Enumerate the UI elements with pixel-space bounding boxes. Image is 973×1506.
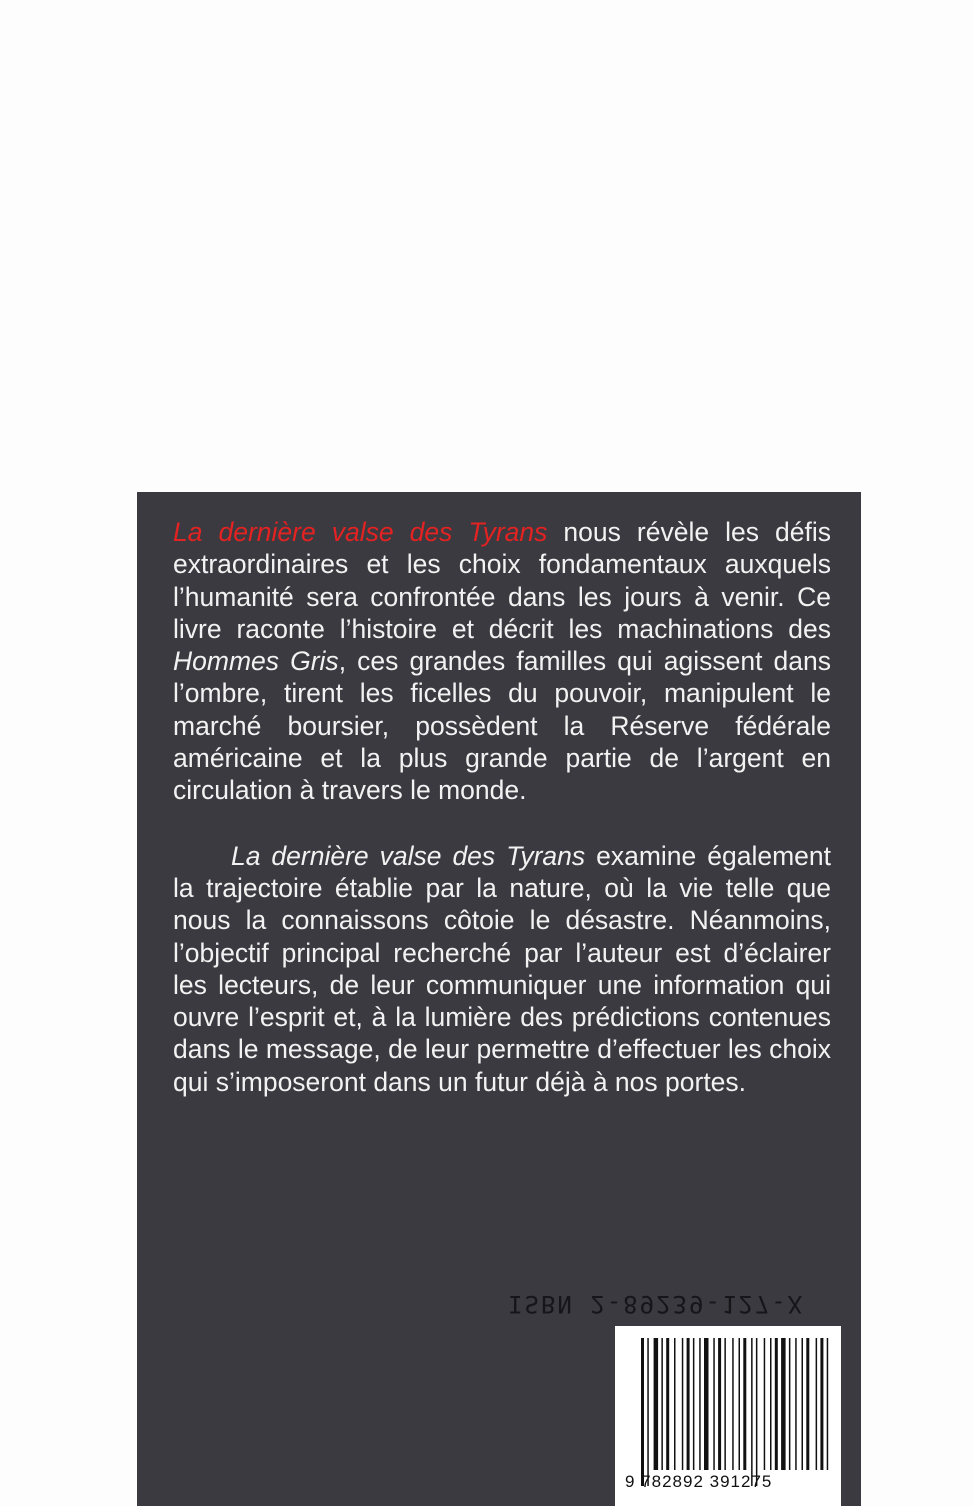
barcode-bar [775,1338,778,1470]
barcode-bar [724,1338,726,1470]
barcode-bar [732,1338,734,1470]
barcode-bar [661,1338,663,1470]
barcode-bar [756,1338,758,1486]
book-title-italic: La dernière valse des Tyrans [231,840,586,871]
barcode-bar [743,1338,746,1470]
isbn-label: ISBN 2-89239-127-X [508,1290,805,1318]
barcode-bar [666,1338,669,1470]
paragraph-1-text-a: nous révèle les défis extraordinaires et les choix fondamentaux auxquels l’humanité sera confrontée dans les jours à venir. Ce livre raconte l’histoire et décrit les machinations des [173,517,831,644]
barcode-bar [795,1338,797,1470]
barcode-bar [693,1338,695,1470]
barcode-digits: 9 782892 391275 [625,1472,773,1491]
barcode-bar [682,1338,684,1470]
paragraph-1 [173,516,831,807]
barcode-bar [764,1338,766,1470]
barcode-bar [674,1338,676,1470]
barcode-bar [781,1338,786,1470]
barcode-bar [739,1338,741,1470]
barcode-bar [641,1338,644,1486]
barcode-bar [827,1338,829,1470]
barcode-bar [751,1338,753,1486]
barcode-bar [687,1338,690,1470]
hommes-gris-italic: Hommes Gris [173,646,339,677]
barcode-bar [654,1338,659,1470]
paragraph-1-text-b: , ces grandes familles qui agissent dans l’ombre, tirent les ficelles du pouvoir, manipulent le marché boursier, possèdent la Réserve fédérale américaine et la plus grande partie de l’argent en circulation à travers le monde. [173,646,831,806]
paragraph-2-text: examine également la trajectoire établie par la nature, où la vie telle que nous la connaissons côtoie le désastre. Néanmoins, l’objectif principal recherché par l’auteur est d’éclairer les lecteurs, de leur communiquer une information qui ouvre l’esprit et, à la lumière des prédictions contenues dans le message, de leur permettre d’effectuer les choix qui s’imposeront dans un futur déjà à nos portes. [173,840,831,1097]
barcode [615,1326,841,1506]
barcode-bar [713,1338,715,1470]
barcode-bar [699,1338,701,1470]
barcode-bar [718,1338,721,1470]
barcode-bar [816,1338,818,1470]
barcode-bar [704,1338,709,1470]
barcode-bar [802,1338,804,1470]
paragraph-2 [173,840,831,1098]
barcode-bar [647,1338,649,1486]
barcode-bar [820,1338,823,1470]
barcode-bar [789,1338,791,1470]
back-cover-text [173,516,831,1098]
barcode-bar [806,1338,809,1470]
book-title-red: La dernière valse des Tyrans [173,517,548,547]
barcode-bar [770,1338,772,1470]
